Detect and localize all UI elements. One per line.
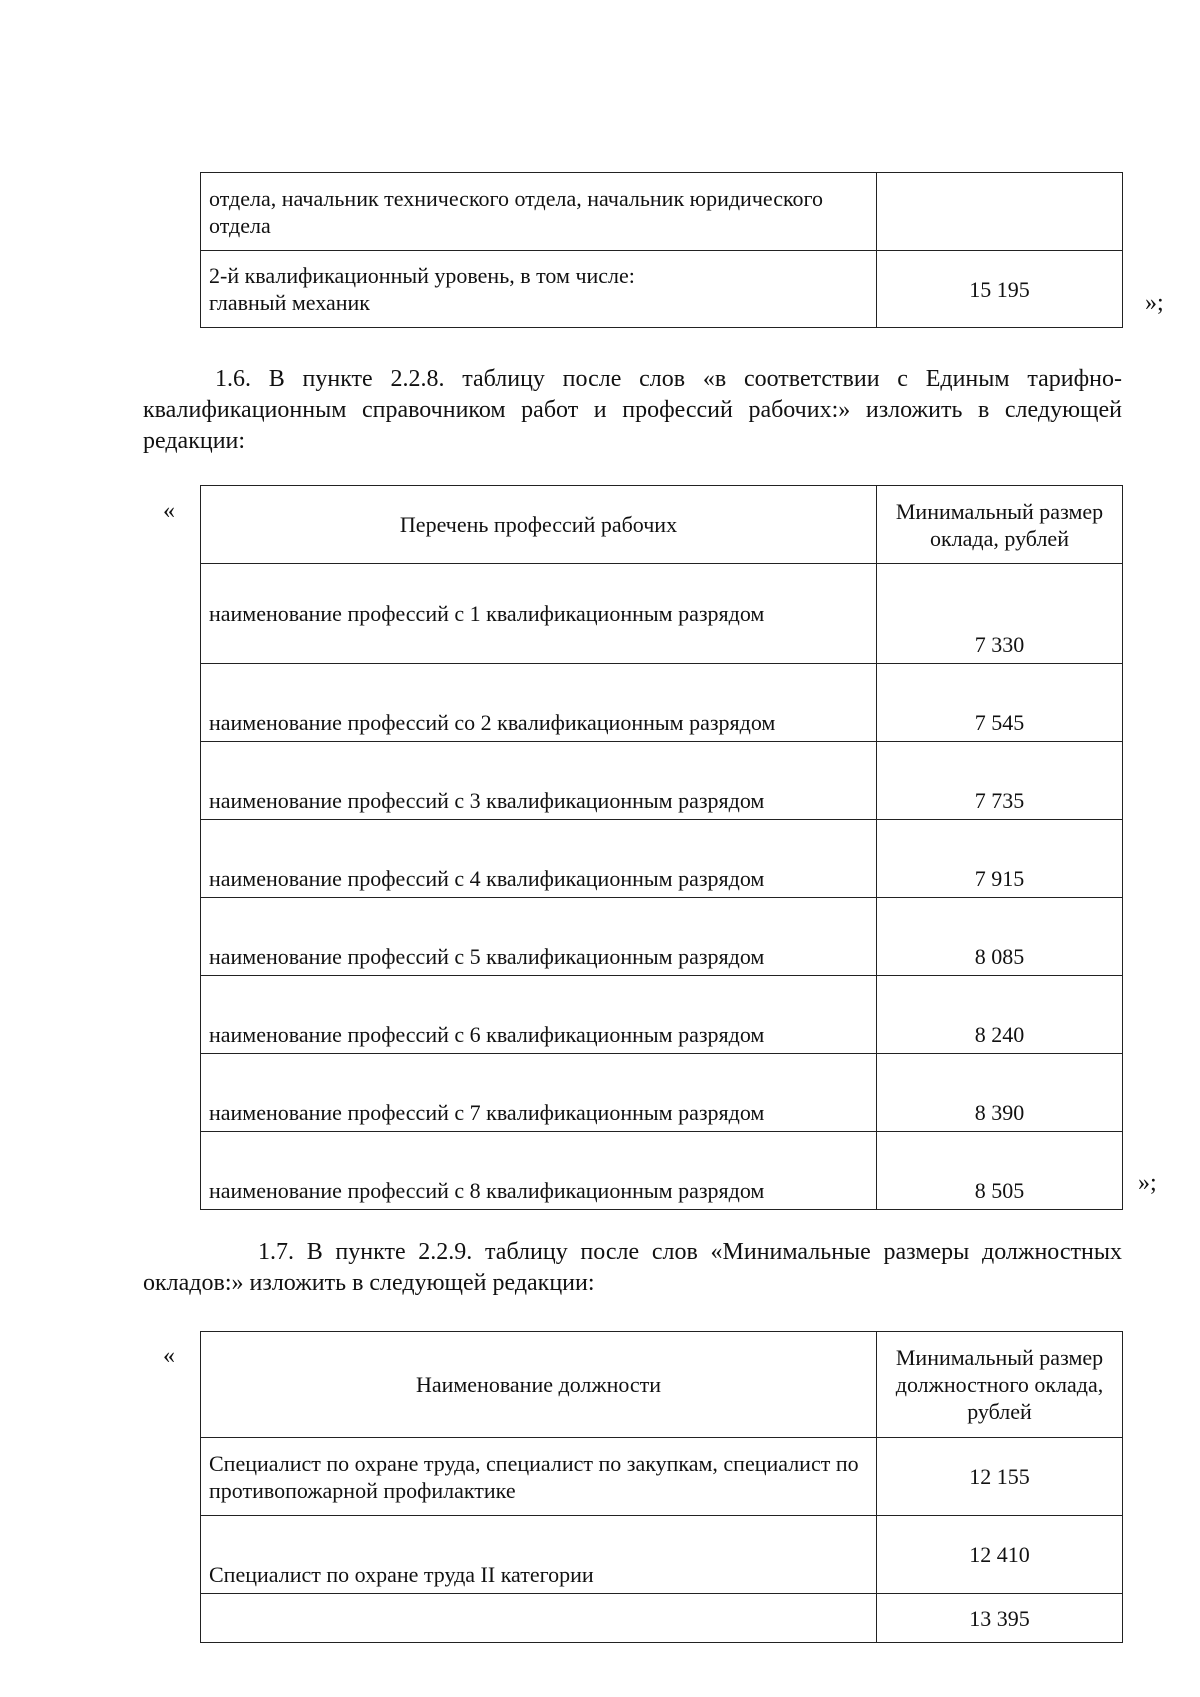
table-cell-value: 7 915: [877, 820, 1123, 898]
table-row: [201, 1438, 1123, 1516]
table-cell-text: Специалист по охране труда, специалист по закупкам, специалист по противопожарной профилактике: [201, 1438, 877, 1516]
table-row: [201, 1132, 1123, 1210]
table-cell-text: Специалист по охране труда II категории: [201, 1516, 877, 1594]
table-row: [201, 1516, 1123, 1594]
table-row: [201, 976, 1123, 1054]
paragraph-1-7: 1.7. В пункте 2.2.9. таблицу после слов «Минимальные размеры должностных окладов:» изложить в следующей редакции:: [143, 1239, 1122, 1296]
table-row: [201, 1054, 1123, 1132]
table-cell-text: отдела, начальник технического отдела, начальник юридического отдела: [201, 173, 877, 251]
table-cell-text: наименование профессий с 7 квалификационным разрядом: [201, 1054, 877, 1132]
open-quote: «: [163, 1343, 175, 1369]
table-header-row: [201, 1332, 1123, 1438]
table-cell-text: наименование профессий с 8 квалификационным разрядом: [201, 1132, 877, 1210]
close-quote: »;: [1145, 290, 1164, 316]
paragraph-1-6: 1.6. В пункте 2.2.8. таблицу после слов «в соответствии с Единым тарифно-квалификационным справочником работ и профессий рабочих:» изложить в следующей редакции:: [143, 366, 1122, 454]
table-cell-value: 7 545: [877, 664, 1123, 742]
header-professions: Перечень профессий рабочих: [201, 486, 877, 564]
table-header-row: [201, 486, 1123, 564]
table-continuation: [200, 172, 1123, 328]
professions-table: [200, 485, 1123, 1210]
positions-table: [200, 1331, 1123, 1643]
table-cell-value: 7 735: [877, 742, 1123, 820]
table-cell-text: наименование профессий с 5 квалификационным разрядом: [201, 898, 877, 976]
table-cell-text: [201, 1594, 877, 1643]
table-cell-value: 8 505: [877, 1132, 1123, 1210]
table-row: [201, 173, 1123, 251]
header-position: Наименование должности: [201, 1332, 877, 1438]
header-min-salary: Минимальный размер оклада, рублей: [877, 486, 1123, 564]
table-cell-text: наименование профессий с 6 квалификационным разрядом: [201, 976, 877, 1054]
table-cell-text: наименование профессий со 2 квалификационным разрядом: [201, 664, 877, 742]
cell-line: главный механик: [209, 290, 370, 315]
table-cell-value: 12 410: [877, 1516, 1123, 1594]
table-row: [201, 742, 1123, 820]
table-cell-text: наименование профессий с 1 квалификационным разрядом: [201, 564, 877, 664]
table-cell-text: наименование профессий с 3 квалификационным разрядом: [201, 742, 877, 820]
table-cell-value: 8 240: [877, 976, 1123, 1054]
table-cell-value: [877, 173, 1123, 251]
table-row: [201, 251, 1123, 328]
table-cell-value: 15 195: [877, 251, 1123, 328]
table-row: [201, 898, 1123, 976]
table-cell-value: 13 395: [877, 1594, 1123, 1643]
table-cell-value: 8 390: [877, 1054, 1123, 1132]
table-cell-text: наименование профессий с 4 квалификационным разрядом: [201, 820, 877, 898]
table-cell-text: [201, 251, 877, 328]
open-quote: «: [163, 498, 175, 524]
table-row: [201, 564, 1123, 664]
table-cell-value: 8 085: [877, 898, 1123, 976]
table-row: [201, 1594, 1123, 1643]
cell-line: 2-й квалификационный уровень, в том числе:: [209, 263, 635, 288]
close-quote: »;: [1138, 1170, 1157, 1196]
table-row: [201, 664, 1123, 742]
table-cell-value: 7 330: [877, 564, 1123, 664]
table-cell-value: 12 155: [877, 1438, 1123, 1516]
header-min-salary: Минимальный размер должностного оклада, рублей: [877, 1332, 1123, 1438]
table-row: [201, 820, 1123, 898]
